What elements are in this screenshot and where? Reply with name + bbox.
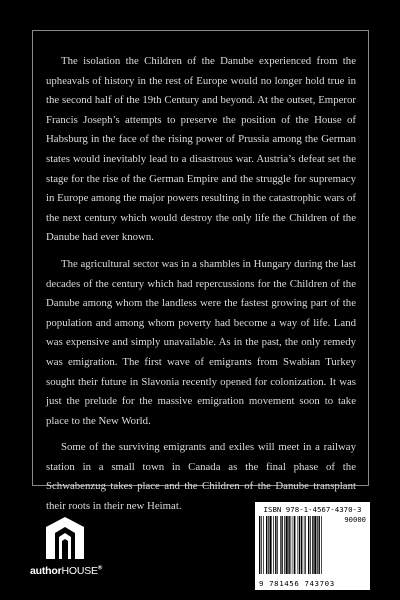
price-code: 90000: [344, 515, 366, 524]
isbn-barcode: [255, 502, 370, 590]
blurb-paragraph-2: The agricultural sector was in a shambles in Hungary during the last decades of the century which had repercussions for the Children of the Danube among whom the landless were the fastest growing part of the population and among whom poverty had become a way of life. Land was expensive and simply unavailable. As in the past, the only remedy was emigration. The first wave of emigrants from Swabian Turkey sought their future in Slavonia recently opened for colonization. It was just the prelude for the massive emigration movement soon to take place to the New World.: [46, 257, 356, 427]
barcode-digits: 9 781456 743703: [259, 579, 335, 588]
blurb-paragraph-3: Some of the surviving emigrants and exiles will meet in a railway station in a small town in Canada as the final phase of the Schwabenzug takes place and the Children of the Danube transplant their roots in their new Heimat.: [46, 441, 356, 513]
authorhouse-arch-icon: [44, 515, 86, 561]
publisher-wordmark: [30, 565, 102, 577]
barcode-bars: [259, 516, 339, 574]
trademark-symbol: ®: [97, 565, 103, 572]
publisher-name-light: HOUSE: [61, 565, 98, 577]
publisher-logo: [30, 515, 103, 583]
blurb-paragraph-1: The isolation the Children of the Danube experienced from the upheavals of history in the rest of Europe would no longer hold true in the second half of the 19th Century and beyond. At the outset, Emperor Francis Joseph’s attempts to preserve the position of the House of Habsburg in the face of the rising power of Prussia among the German states would inevitably lead to a disastrous war. Austria’s defeat set the stage for the rise of the German Empire and the struggle for supremacy in Europe among the major powers resulting in the catastrophic wars of the next century which would destroy the only life the Children of the Danube had ever known.: [46, 55, 356, 244]
publisher-name-bold: author: [30, 565, 62, 577]
back-cover-blurb: [46, 52, 356, 524]
isbn-text: ISBN 978-1-4567-4370-3: [263, 505, 362, 514]
